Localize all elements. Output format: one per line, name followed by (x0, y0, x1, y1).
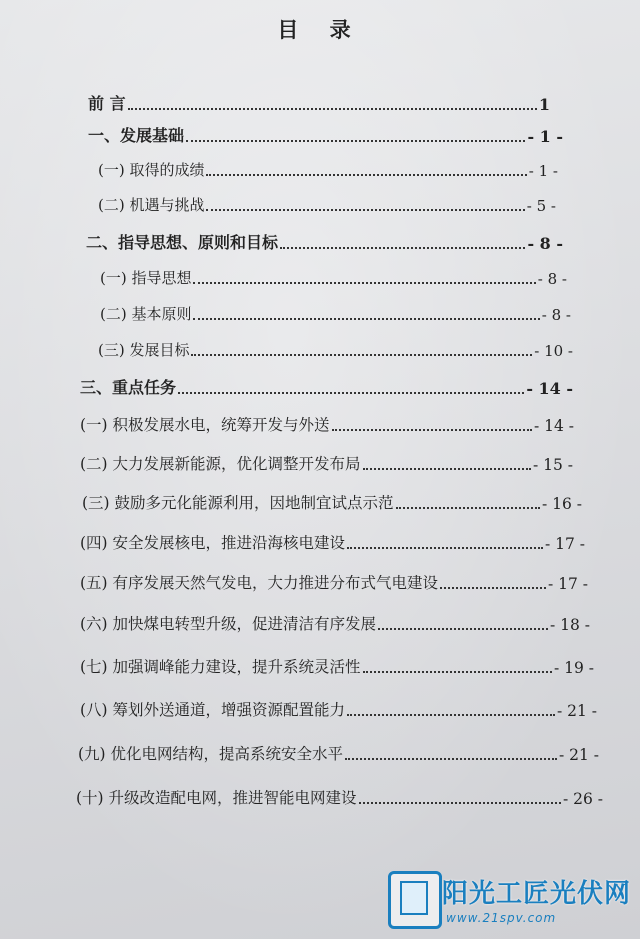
toc-entry (86, 231, 563, 253)
toc-title: 目 录 (277, 17, 363, 42)
toc-entry-label: 三、重点任务 (80, 378, 177, 397)
toc-leader-dots (345, 758, 557, 760)
toc-entry (78, 742, 599, 764)
toc-entry (100, 302, 571, 324)
toc-entry (98, 193, 556, 215)
toc-entry (80, 413, 574, 435)
toc-leader-dots (193, 318, 539, 320)
toc-leader-dots (280, 247, 525, 249)
toc-entry-label: (一) 取得的成绩 (98, 161, 205, 179)
toc-entry-label: (二) 机遇与挑战 (98, 196, 205, 214)
toc-entry-page: - 21 - (558, 746, 599, 764)
toc-entry-page: - 8 - (541, 306, 571, 324)
toc-entry (80, 452, 573, 474)
toc-entry-page: - 10 - (534, 342, 573, 360)
toc-entry (80, 655, 594, 677)
toc-entry (80, 531, 585, 553)
toc-leader-dots (396, 507, 540, 509)
toc-entry (80, 612, 590, 634)
toc-entry-page: - 16 - (541, 495, 582, 513)
toc-leader-dots (332, 429, 532, 431)
toc-entry-label: (八) 筹划外送通道，增强资源配置能力 (80, 701, 346, 719)
toc-entry-page: - 17 - (547, 575, 588, 593)
toc-entry-label: 二、指导思想、原则和目标 (86, 233, 279, 252)
toc-entry-label: (十) 升级改造配电网，推进智能电网建设 (76, 789, 357, 807)
toc-entry-page: - 21 - (556, 702, 597, 720)
toc-entry-page: - 8 - (537, 270, 567, 288)
watermark (384, 867, 640, 939)
toc-entry-page: - 18 - (549, 616, 590, 634)
toc-entry-page: - 19 - (553, 659, 594, 677)
toc-entry-label: (二) 大力发展新能源，优化调整开发布局 (80, 455, 361, 473)
toc-leader-dots (193, 282, 535, 284)
toc-entry-page: - 8 - (527, 234, 563, 253)
toc-entry (88, 92, 550, 114)
toc-entry-page: 1 (538, 95, 550, 114)
toc-entry-label: (六) 加快煤电转型升级，促进清洁有序发展 (80, 615, 377, 633)
toc-leader-dots (186, 140, 525, 142)
toc-entry-label: 一、发展基础 (88, 126, 185, 145)
toc-entry-label: (五) 有序发展天然气发电，大力推进分布式气电建设 (80, 574, 439, 592)
toc-entry-page: - 15 - (532, 456, 573, 474)
toc-leader-dots (178, 392, 524, 394)
toc-leader-dots (206, 174, 526, 176)
watermark-text: 阳光工匠光伏网 (442, 879, 632, 909)
toc-entry-page: - 1 - (527, 127, 563, 146)
toc-entry (88, 124, 563, 146)
toc-entry-page: - 14 - (526, 379, 573, 398)
toc-entry (80, 698, 597, 720)
toc-leader-dots (378, 628, 548, 630)
toc-leader-dots (363, 671, 552, 673)
toc-leader-dots (359, 802, 561, 804)
toc-entry-label: (一) 指导思想 (100, 269, 192, 287)
toc-entry-label: (三) 鼓励多元化能源利用，因地制宜试点示范 (82, 494, 394, 512)
toc-entry-page: - 5 - (526, 197, 556, 215)
toc-entry-label: (七) 加强调峰能力建设，提升系统灵活性 (80, 658, 361, 676)
toc-leader-dots (191, 354, 532, 356)
toc-entry (76, 786, 603, 808)
toc-entry-label: (九) 优化电网结构，提高系统安全水平 (78, 745, 344, 763)
toc-entry (98, 158, 558, 180)
toc-entry-page: - 1 - (528, 162, 558, 180)
toc-leader-dots (440, 587, 546, 589)
toc-leader-dots (363, 468, 531, 470)
watermark-logo-icon (388, 871, 442, 929)
toc-leader-dots (347, 547, 543, 549)
toc-entry-page: - 14 - (533, 417, 574, 435)
toc-entry-label: (二) 基本原则 (100, 305, 192, 323)
toc-entry (80, 376, 573, 398)
toc-entry-page: - 26 - (562, 790, 603, 808)
toc-entry (80, 571, 588, 593)
toc-leader-dots (128, 108, 537, 110)
toc-leader-dots (206, 209, 524, 211)
toc-entry (98, 338, 573, 360)
watermark-url: www.21spv.com (446, 911, 557, 925)
toc-entry-label: (四) 安全发展核电，推进沿海核电建设 (80, 534, 346, 552)
toc-entry (100, 266, 567, 288)
toc-entry-page: - 17 - (544, 535, 585, 553)
toc-leader-dots (347, 714, 555, 716)
toc-entry-label: (三) 发展目标 (98, 341, 190, 359)
toc-entry (82, 491, 582, 513)
toc-entry-label: 前 言 (88, 94, 126, 113)
toc-entry-label: (一) 积极发展水电，统筹开发与外送 (80, 416, 330, 434)
